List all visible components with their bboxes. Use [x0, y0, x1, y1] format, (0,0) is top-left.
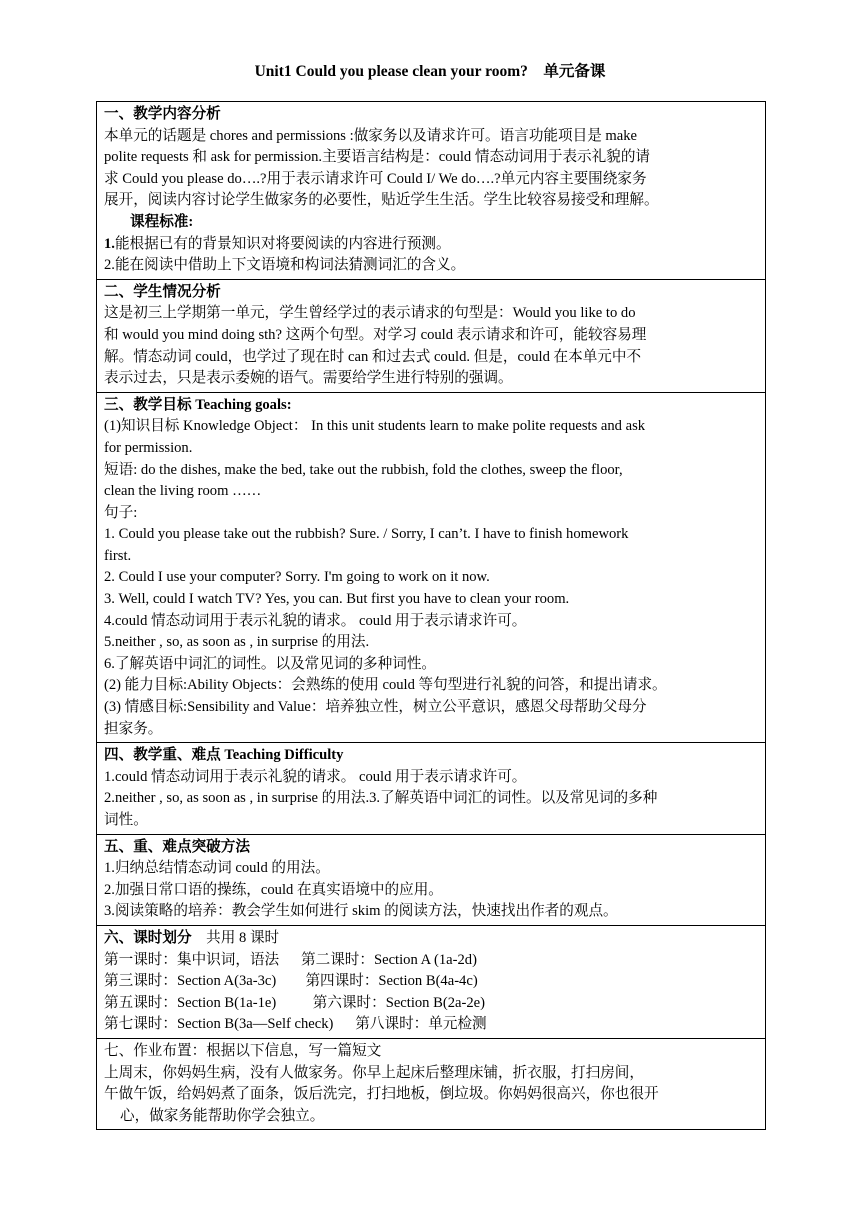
- lesson-plan-table: [96, 101, 766, 1130]
- section-lesson-schedule: [97, 925, 765, 1038]
- section-heading: 四、教学重、难点 Teaching Difficulty: [104, 747, 344, 764]
- text-line: polite requests 和 ask for permission.主要语言结构是：could 情态动词用于表示礼貌的请: [104, 149, 651, 166]
- section-heading: 七、作业布置：根据以下信息，写一篇短文: [104, 1042, 382, 1059]
- section-student-analysis: [97, 279, 765, 392]
- page-title: Unit1 Could you please clean your room? 单元备课: [254, 63, 606, 80]
- text-line: 本单元的话题是 chores and permissions :做家务以及请求许可。语言功能项目是 make: [104, 127, 638, 144]
- total-lessons: 共用 8 课时: [191, 929, 280, 946]
- text-line: 2.加强日常口语的操练，could 在真实语境中的应用。: [104, 881, 443, 898]
- text-line: 这是初三上学期第一单元，学生曾经学过的表示请求的句型是：Would you like to do: [104, 305, 636, 322]
- text-line: 求 Could you please do….?用于表示请求许可 Could I/ We do….?单元内容主要围绕家务: [104, 170, 647, 187]
- text-line: 5.neither , so, as soon as , in surprise 的用法.: [104, 634, 370, 651]
- section-homework: [97, 1038, 765, 1129]
- text-line: 句子:: [104, 504, 138, 521]
- text-line: first.: [104, 547, 132, 564]
- text-line: 表示过去，只是表示委婉的语气。需要给学生进行特别的强调。: [104, 370, 513, 387]
- text-line: 1. Could you please take out the rubbish? Sure. / Sorry, I can’t. I have to finish homework: [104, 526, 629, 543]
- text-line: 第五课时：Section B(1a-1e) 第六课时：Section B(2a-2e): [104, 994, 485, 1011]
- item-number: 1.: [104, 235, 115, 252]
- text-line: 解。情态动词 could，也学过了现在时 can 和过去式 could. 但是，could 在本单元中不: [104, 348, 642, 365]
- text-line: 1.could 情态动词用于表示礼貌的请求。 could 用于表示请求许可。: [104, 768, 527, 785]
- text-line: 第七课时：Section B(3a—Self check) 第八课时：单元检测: [104, 1016, 487, 1033]
- text-line: (1)知识目标 Knowledge Object： In this unit students learn to make polite requests and ask: [104, 418, 646, 435]
- text-line: for permission.: [104, 439, 193, 456]
- text-line: (3) 情感目标:Sensibility and Value：培养独立性，树立公平意识，感恩父母帮助父母分: [104, 699, 647, 716]
- text-line: 1.归纳总结情态动词 could 的用法。: [104, 860, 330, 877]
- section-content-analysis: [97, 102, 765, 279]
- text-line: 上周末，你妈妈生病，没有人做家务。你早上起床后整理床铺，折衣服，打扫房间，: [104, 1064, 644, 1081]
- curriculum-standard-heading: 课程标准:: [130, 213, 194, 230]
- text-line: 2. Could I use your computer? Sorry. I'm going to work on it now.: [104, 569, 490, 586]
- text-line: 短语: do the dishes, make the bed, take out the rubbish, fold the clothes, sweep the floor,: [104, 461, 623, 478]
- text-line: 6.了解英语中词汇的词性。以及常见词的多种词性。: [104, 655, 437, 672]
- section-teaching-difficulty: [97, 742, 765, 833]
- text-line: 2.neither , so, as soon as , in surprise 的用法.3.了解英语中词汇的词性。以及常见词的多种: [104, 790, 658, 807]
- text-line: 和 would you mind doing sth? 这两个句型。对学习 could 表示请求和许可，能较容易理: [104, 326, 647, 343]
- section-heading: 三、教学目标 Teaching goals:: [104, 396, 292, 413]
- section-heading: 二、学生情况分析: [104, 283, 221, 300]
- text-line: 心，做家务能帮助你学会独立。: [120, 1107, 325, 1124]
- text-line: 第三课时：Section A(3a-3c) 第四课时：Section B(4a-4c): [104, 973, 478, 990]
- text-line: 第一课时：集中识词，语法 第二课时：Section A (1a-2d): [104, 951, 477, 968]
- text-line: [104, 928, 758, 950]
- text-line: 2.能在阅读中借助上下文语境和构词法猜测词汇的含义。: [104, 257, 466, 274]
- section-teaching-goals: [97, 392, 765, 743]
- item-text: 能根据已有的背景知识对将要阅读的内容进行预测。: [114, 235, 451, 252]
- text-line: 词性。: [104, 812, 148, 828]
- text-line: 担家务。: [104, 720, 163, 737]
- section-heading: 六、课时划分: [104, 929, 192, 946]
- text-line: 3. Well, could I watch TV? Yes, you can. But first you have to clean your room.: [104, 591, 570, 608]
- text-line: clean the living room ……: [104, 483, 262, 500]
- text-line: 3.阅读策略的培养：教会学生如何进行 skim 的阅读方法，快速找出作者的观点。: [104, 903, 618, 920]
- text-line: [104, 234, 758, 256]
- section-heading: 五、重、难点突破方法: [104, 838, 250, 855]
- text-line: 展开，阅读内容讨论学生做家务的必要性，贴近学生生活。学生比较容易接受和理解。: [104, 192, 659, 209]
- section-heading: 一、教学内容分析: [104, 106, 221, 122]
- text-line: 4.could 情态动词用于表示礼貌的请求。 could 用于表示请求许可。: [104, 612, 527, 629]
- section-breakthrough-methods: [97, 834, 765, 925]
- text-line: (2) 能力目标:Ability Objects：会熟练的使用 could 等句型进行礼貌的问答，和提出请求。: [104, 677, 667, 694]
- text-line: 午做午饭，给妈妈煮了面条，饭后洗完，打扫地板，倒垃圾。你妈妈很高兴，你也很开: [104, 1086, 659, 1103]
